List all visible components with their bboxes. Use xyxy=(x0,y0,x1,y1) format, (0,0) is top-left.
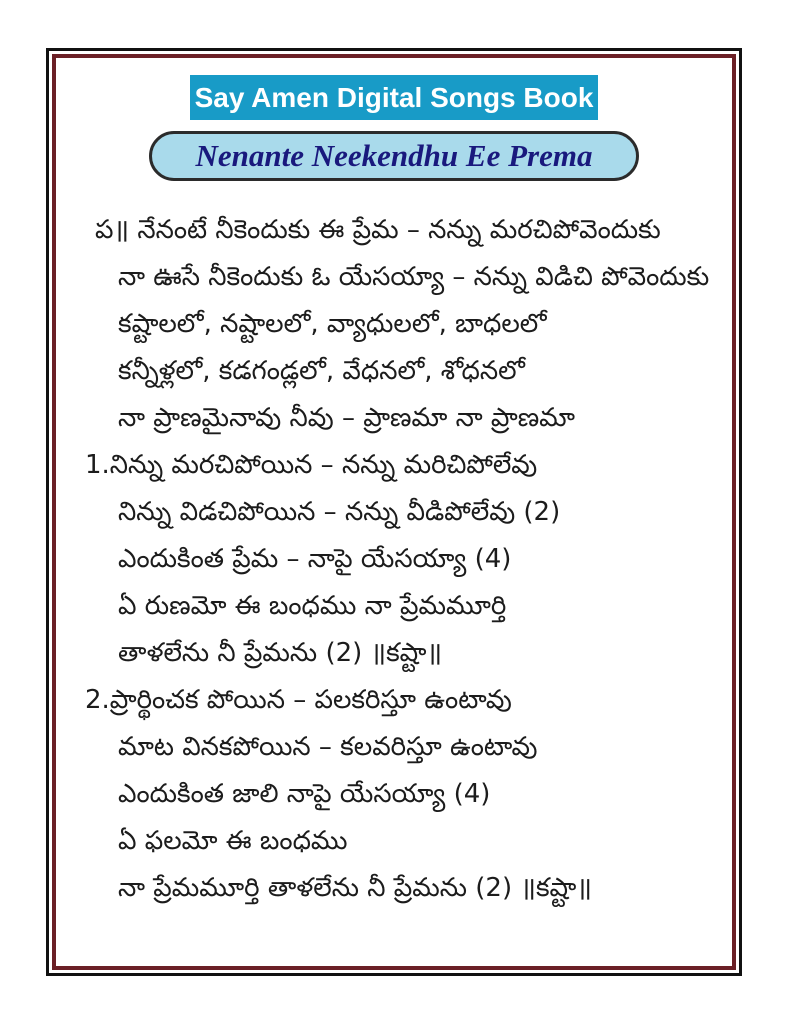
lyric-line: తాళలేను నీ ప్రేమను (2) ॥కష్టా॥ xyxy=(118,638,443,668)
lyric-line: ప॥ నేనంటే నీకెందుకు ఈ ప్రేమ – నన్ను మరచిపోవెందుకు xyxy=(95,215,661,245)
app-title: Say Amen Digital Songs Book xyxy=(194,81,594,113)
lyric-line: 2.ప్రార్థించక పోయిన – పలకరిస్తూ ఉంటావు xyxy=(85,685,512,715)
lyric-line: మాట వినకపోయిన – కలవరిస్తూ ఉంటావు xyxy=(118,732,538,762)
lyric-line: ఎందుకింత ప్రేమ – నాపై యేసయ్యా (4) xyxy=(118,544,512,574)
lyric-line: కన్నీళ్లలో, కడగండ్లలో, వేధనలో, శోధనలో xyxy=(118,356,525,386)
lyric-line: ఎందుకింత జాలి నాపై యేసయ్యా (4) xyxy=(118,779,491,809)
lyric-line: నా ప్రాణమైనావు నీవు – ప్రాణమా నా ప్రాణమా xyxy=(118,403,576,433)
page-border-frame xyxy=(46,48,742,976)
lyric-line: నిన్ను విడచిపోయిన – నన్ను వీడిపోలేవు (2) xyxy=(118,497,561,527)
lyric-line: కష్టాలలో, నష్టాలలో, వ్యాధులలో, బాధలలో xyxy=(118,309,547,339)
lyric-line: నా ప్రేమమూర్తి తాళలేను నీ ప్రేమను (2) ॥కష్టా॥ xyxy=(118,873,592,903)
app-title-banner xyxy=(190,75,598,120)
song-title-pill xyxy=(149,131,639,181)
lyric-line: ఏ రుణమో ఈ బంధము నా ప్రేమమూర్తి xyxy=(118,591,507,621)
page-border-inner xyxy=(52,54,736,970)
song-title: Nenante Neekendhu Ee Prema xyxy=(195,138,593,173)
lyric-line: ఏ ఫలమో ఈ బంధము xyxy=(118,826,348,856)
lyric-line: 1.నిన్ను మరచిపోయిన – నన్ను మరిచిపోలేవు xyxy=(85,450,538,480)
lyric-line: నా ఊసే నీకెందుకు ఓ యేసయ్యా – నన్ను విడిచి పోవెందుకు xyxy=(118,262,710,292)
lyrics-block xyxy=(56,207,732,912)
